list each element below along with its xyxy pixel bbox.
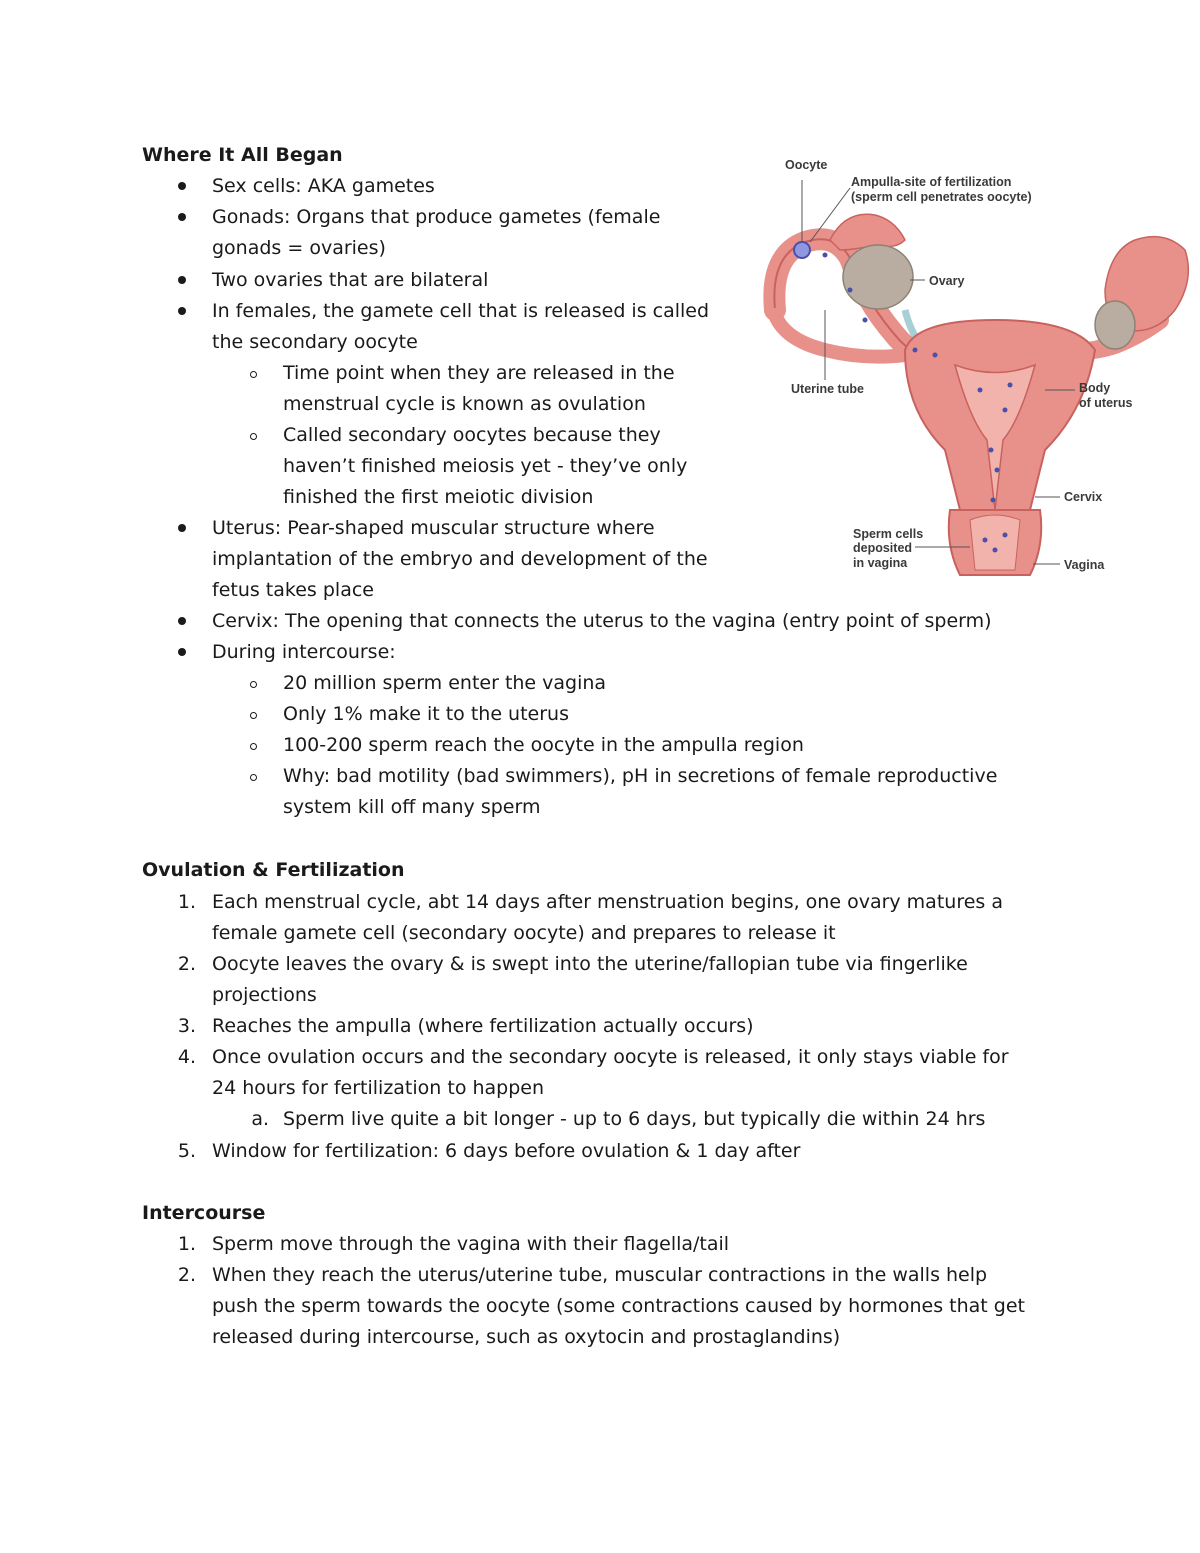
list-number: 2. [177,953,196,975]
sub-list-item: 100-200 sperm reach the oocyte in the ampulla region [283,734,804,756]
list-item: During intercourse: [212,641,396,663]
bullet-icon [178,524,186,532]
sub-list-item-continuation: system kill off many sperm [283,796,541,818]
list-item-continuation: 24 hours for fertilization to happen [212,1077,545,1099]
bullet-icon [178,276,186,284]
list-item-continuation: projections [212,984,317,1006]
sub-list-item-continuation: finished the first meiotic division [283,486,594,508]
label-ovary: Ovary [929,274,965,288]
bullet-icon [178,307,186,315]
list-item: Window for fertilization: 6 days before ovulation & 1 day after [212,1140,801,1162]
label-uterine-tube: Uterine tube [791,382,864,396]
list-item-continuation: the secondary oocyte [212,331,418,353]
sub-list-item: Only 1% make it to the uterus [283,703,569,725]
sub-bullet-icon [250,371,257,378]
sub-bullet-icon [250,774,257,781]
sub-list-item: Time point when they are released in the [283,362,675,384]
list-item: In females, the gamete cell that is released is called [212,300,710,322]
sub-bullet-icon [250,681,257,688]
list-item: Uterus: Pear-shaped muscular structure where [212,517,655,539]
sub-list-item: Called secondary oocytes because they [283,424,661,446]
sub-list-item-continuation: menstrual cycle is known as ovulation [283,393,646,415]
sub-list-item: Why: bad motility (bad swimmers), pH in secretions of female reproductive [283,765,998,787]
list-item-continuation: gonads = ovaries) [212,237,386,259]
list-number: 5. [177,1140,196,1162]
sub-list-item: Sperm live quite a bit longer - up to 6 days, but typically die within 24 hrs [283,1108,986,1130]
label-sperm-cells: Sperm cells [853,527,924,541]
sub-bullet-icon [250,433,257,440]
list-item: Once ovulation occurs and the secondary oocyte is released, it only stays viable for [212,1046,1009,1068]
list-item: Sperm move through the vagina with their flagella/tail [212,1233,730,1255]
bullet-icon [178,182,186,190]
list-item: Gonads: Organs that produce gametes (female [212,206,661,228]
list-item-continuation: implantation of the embryo and development of the [212,548,708,570]
bullet-icon [178,617,186,625]
section-heading: Where It All Began [142,144,343,166]
list-item: Sex cells: AKA gametes [212,175,435,197]
list-letter: a. [251,1108,269,1130]
section-heading: Intercourse [142,1202,266,1224]
list-item-continuation: female gamete cell (secondary oocyte) and prepares to release it [212,922,836,944]
list-item: Two ovaries that are bilateral [212,269,489,291]
uterus-illustration [755,150,1195,580]
label-ampulla-detail: (sperm cell penetrates oocyte) [851,190,1032,204]
sub-bullet-icon [250,743,257,750]
sub-list-item: 20 million sperm enter the vagina [283,672,607,694]
list-item: Cervix: The opening that connects the uterus to the vagina (entry point of sperm) [212,610,992,632]
sub-list-item-continuation: haven’t finished meiosis yet - they’ve only [283,455,688,477]
label-cervix: Cervix [1064,490,1103,504]
list-item-continuation: released during intercourse, such as oxytocin and prostaglandins) [212,1326,841,1348]
list-number: 3. [177,1015,196,1037]
label-vagina: Vagina [1064,558,1105,572]
section-heading: Ovulation & Fertilization [142,859,405,881]
label-in-vagina: in vagina [853,556,908,570]
list-item: Oocyte leaves the ovary & is swept into the uterine/fallopian tube via fingerlike [212,953,968,975]
list-number: 2. [177,1264,196,1286]
label-body-of-uterus-2: of uterus [1079,396,1133,410]
list-item: Each menstrual cycle, abt 14 days after menstruation begins, one ovary matures a [212,891,1003,913]
label-ampulla: Ampulla-site of fertilization [851,175,1012,189]
bullet-icon [178,648,186,656]
label-body-of-uterus: Body [1079,381,1111,395]
label-oocyte: Oocyte [785,158,828,172]
list-item-continuation: push the sperm towards the oocyte (some contractions caused by hormones that get [212,1295,1025,1317]
reproductive-anatomy-figure [755,150,1195,580]
list-item: When they reach the uterus/uterine tube, muscular contractions in the walls help [212,1264,988,1286]
list-item: Reaches the ampulla (where fertilization actually occurs) [212,1015,754,1037]
list-number: 1. [177,1233,196,1255]
list-item-continuation: fetus takes place [212,579,374,601]
bullet-icon [178,213,186,221]
list-number: 4. [177,1046,196,1068]
sub-bullet-icon [250,712,257,719]
list-number: 1. [177,891,196,913]
label-sperm-deposited: deposited [853,541,913,555]
